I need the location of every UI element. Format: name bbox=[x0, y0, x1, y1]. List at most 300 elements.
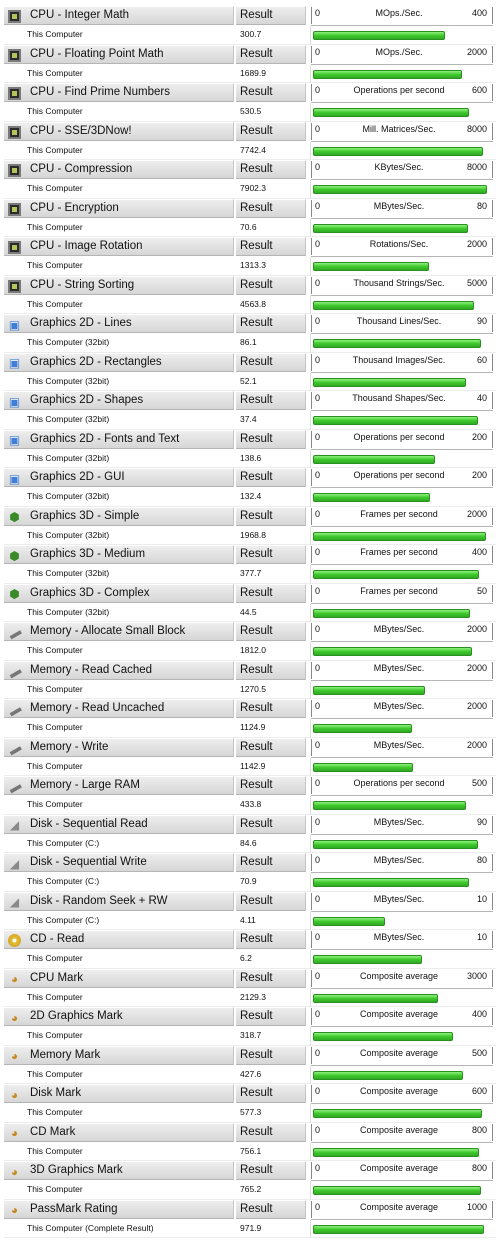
test-header-row bbox=[0, 353, 500, 373]
scale-min: 0 bbox=[315, 431, 321, 442]
monitor-icon: ▣ bbox=[8, 356, 21, 370]
scale-unit: MBytes/Sec. bbox=[373, 932, 425, 942]
scale-unit: Thousand Shapes/Sec. bbox=[352, 393, 446, 403]
scale-unit: Frames per second bbox=[360, 508, 438, 519]
test-header-row bbox=[0, 83, 500, 103]
test-name: Graphics 2D - Shapes bbox=[30, 394, 144, 406]
result-value: 577.3 bbox=[240, 1107, 262, 1117]
cpu-chip-icon bbox=[8, 10, 21, 23]
cpu-chip-icon bbox=[8, 87, 21, 100]
result-row bbox=[0, 565, 500, 584]
test-name: 3D Graphics Mark bbox=[30, 1164, 123, 1176]
test-name-cell bbox=[4, 1084, 234, 1103]
scale-unit: Composite average bbox=[359, 1124, 439, 1135]
result-value: 2129.3 bbox=[240, 991, 266, 1002]
mark-icon: ◕ bbox=[10, 1164, 19, 1179]
test-name: CPU - Integer Math bbox=[30, 9, 130, 21]
benchmark-test bbox=[0, 661, 500, 700]
result-header: Result bbox=[240, 933, 273, 945]
scale-min: 0 bbox=[315, 162, 321, 172]
result-bar bbox=[313, 31, 445, 40]
result-bar bbox=[313, 955, 422, 964]
monitor-icon: ▣ bbox=[8, 471, 21, 486]
test-header-row bbox=[0, 1084, 500, 1104]
scale-unit: MBytes/Sec. bbox=[373, 662, 425, 673]
computer-label: This Computer bbox=[27, 183, 83, 193]
computer-label: This Computer (C:) bbox=[27, 876, 100, 886]
test-header-row bbox=[0, 930, 500, 950]
result-header-cell bbox=[236, 199, 306, 218]
benchmark-results-table bbox=[0, 6, 500, 1238]
result-bar bbox=[313, 1148, 479, 1157]
computer-label: This Computer (32bit) bbox=[27, 337, 110, 347]
result-value: 70.6 bbox=[240, 221, 257, 232]
result-header-cell bbox=[236, 853, 306, 872]
scale-header bbox=[311, 1161, 493, 1181]
result-header-cell bbox=[236, 969, 306, 988]
result-row bbox=[0, 1181, 500, 1200]
scale-min: 0 bbox=[315, 239, 321, 249]
memory-stick-icon: ▬ bbox=[5, 738, 24, 758]
scale-unit: Composite average bbox=[359, 1047, 439, 1058]
benchmark-test bbox=[0, 314, 500, 353]
result-header: Result bbox=[240, 894, 273, 907]
result-value: 1689.9 bbox=[240, 67, 266, 78]
computer-label: This Computer bbox=[27, 106, 83, 116]
scale-unit: Rotations/Sec. bbox=[369, 239, 429, 249]
result-header-cell bbox=[236, 661, 306, 680]
result-value: 971.9 bbox=[240, 1222, 262, 1233]
test-name: 2D Graphics Mark bbox=[30, 1010, 123, 1022]
test-header-row bbox=[0, 661, 500, 681]
scale-max: 600 bbox=[471, 1086, 487, 1096]
benchmark-test bbox=[0, 930, 500, 969]
result-value: 132.4 bbox=[240, 491, 262, 501]
test-name: Graphics 2D - Lines bbox=[30, 317, 132, 329]
result-bar bbox=[313, 1032, 453, 1041]
memory-stick-icon: ▬ bbox=[5, 623, 24, 642]
result-header: Result bbox=[240, 740, 273, 753]
test-name: CD - Read bbox=[30, 933, 85, 945]
result-header: Result bbox=[240, 509, 273, 522]
scale-max: 200 bbox=[471, 431, 487, 442]
result-row bbox=[0, 334, 500, 353]
test-header-row bbox=[0, 738, 500, 758]
result-header: Result bbox=[240, 317, 273, 329]
test-header-row bbox=[0, 160, 500, 180]
scale-min: 0 bbox=[315, 816, 321, 827]
test-header-row bbox=[0, 314, 500, 334]
scale-header bbox=[311, 276, 493, 296]
mark-icon: ◕ bbox=[10, 1087, 19, 1102]
computer-label: This Computer bbox=[27, 799, 83, 809]
scale-unit: Operations per second bbox=[353, 470, 445, 480]
scale-min: 0 bbox=[315, 932, 321, 942]
scale-min: 0 bbox=[315, 200, 321, 211]
result-bar bbox=[313, 1186, 481, 1195]
hard-disk-icon: ◢ bbox=[9, 856, 20, 871]
result-header-cell bbox=[236, 391, 306, 410]
result-header-cell bbox=[236, 1123, 306, 1142]
benchmark-test bbox=[0, 83, 500, 122]
result-row bbox=[0, 950, 500, 969]
result-header: Result bbox=[240, 163, 273, 175]
cpu-chip-icon bbox=[8, 49, 21, 62]
memory-stick-icon: ▬ bbox=[5, 700, 24, 719]
column-divider bbox=[310, 103, 311, 122]
result-row bbox=[0, 219, 500, 238]
scale-unit: Thousand Images/Sec. bbox=[352, 354, 446, 365]
result-bar bbox=[313, 185, 487, 194]
computer-label: This Computer (C:) bbox=[27, 837, 100, 848]
scale-unit: Composite average bbox=[359, 1009, 439, 1019]
result-header: Result bbox=[240, 779, 273, 791]
scale-max: 8000 bbox=[466, 123, 487, 134]
result-header-cell bbox=[236, 507, 306, 526]
test-name-cell bbox=[4, 545, 234, 564]
column-divider bbox=[310, 257, 311, 276]
result-row bbox=[0, 835, 500, 854]
result-header-cell bbox=[236, 160, 306, 179]
column-divider bbox=[310, 1181, 311, 1200]
mark-icon: ◕ bbox=[10, 1049, 19, 1063]
result-value: 44.5 bbox=[240, 606, 257, 617]
hard-disk-icon: ◢ bbox=[9, 895, 20, 909]
benchmark-test bbox=[0, 276, 500, 315]
column-divider bbox=[310, 219, 311, 238]
benchmark-test bbox=[0, 1084, 500, 1123]
scale-header bbox=[311, 237, 493, 257]
column-divider bbox=[310, 758, 311, 777]
scale-unit: Composite average bbox=[359, 1163, 439, 1173]
scale-header bbox=[311, 776, 493, 796]
benchmark-test bbox=[0, 622, 500, 661]
benchmark-test bbox=[0, 776, 500, 815]
column-divider bbox=[310, 719, 311, 738]
result-header: Result bbox=[240, 9, 273, 21]
scale-unit: Operations per second bbox=[353, 431, 445, 442]
cube-3d-icon: ⬢ bbox=[9, 548, 20, 563]
column-divider bbox=[310, 296, 311, 315]
scale-min: 0 bbox=[315, 970, 321, 981]
result-header: Result bbox=[240, 1048, 273, 1061]
cd-disc-icon bbox=[8, 934, 21, 947]
scale-min: 0 bbox=[315, 662, 321, 673]
scale-header bbox=[311, 353, 493, 373]
scale-unit: MBytes/Sec. bbox=[373, 624, 425, 634]
scale-unit: Frames per second bbox=[360, 547, 438, 557]
computer-label: This Computer bbox=[27, 1107, 83, 1117]
cpu-chip-icon bbox=[8, 126, 21, 139]
computer-label: This Computer (32bit) bbox=[27, 375, 110, 386]
result-row bbox=[0, 989, 500, 1008]
result-header-cell bbox=[236, 545, 306, 564]
benchmark-test bbox=[0, 1046, 500, 1085]
scale-header bbox=[311, 1084, 493, 1104]
mark-icon: ◕ bbox=[10, 1126, 19, 1140]
column-divider bbox=[310, 835, 311, 854]
benchmark-test bbox=[0, 160, 500, 199]
computer-label: This Computer (32bit) bbox=[27, 452, 110, 463]
scale-max: 2000 bbox=[466, 239, 487, 249]
result-value: 1270.5 bbox=[240, 683, 266, 694]
scale-max: 400 bbox=[471, 8, 487, 18]
test-name: CPU - Floating Point Math bbox=[30, 47, 164, 60]
result-header: Result bbox=[240, 240, 273, 252]
result-bar bbox=[313, 840, 478, 849]
scale-unit: MOps./Sec. bbox=[375, 46, 423, 57]
scale-max: 600 bbox=[471, 85, 487, 95]
scale-min: 0 bbox=[315, 1124, 321, 1135]
result-header: Result bbox=[240, 432, 273, 445]
scale-max: 2000 bbox=[466, 662, 487, 673]
test-header-row bbox=[0, 45, 500, 65]
result-header: Result bbox=[240, 625, 273, 637]
scale-header bbox=[311, 930, 493, 950]
scale-max: 1000 bbox=[466, 1201, 487, 1212]
result-value: 756.1 bbox=[240, 1145, 262, 1156]
column-divider bbox=[310, 488, 311, 507]
result-bar bbox=[313, 262, 429, 271]
result-value: 1812.0 bbox=[240, 645, 266, 655]
column-divider bbox=[310, 142, 311, 161]
test-name: Graphics 3D - Complex bbox=[30, 586, 150, 599]
scale-max: 500 bbox=[471, 1047, 487, 1058]
scale-max: 80 bbox=[476, 200, 487, 211]
column-divider bbox=[310, 411, 311, 430]
test-name: Disk Mark bbox=[30, 1087, 82, 1099]
result-row bbox=[0, 103, 500, 122]
result-header: Result bbox=[240, 124, 273, 137]
result-header: Result bbox=[240, 471, 273, 483]
column-divider bbox=[310, 912, 311, 931]
test-name-cell bbox=[4, 892, 234, 911]
scale-unit: KBytes/Sec. bbox=[374, 162, 424, 172]
scale-unit: Composite average bbox=[359, 1086, 439, 1096]
result-header: Result bbox=[240, 47, 273, 60]
scale-min: 0 bbox=[315, 855, 321, 865]
scale-max: 800 bbox=[471, 1124, 487, 1135]
computer-label: This Computer bbox=[27, 144, 83, 155]
scale-max: 5000 bbox=[466, 277, 487, 288]
result-header: Result bbox=[240, 1202, 273, 1215]
test-name-cell bbox=[4, 661, 234, 680]
result-row bbox=[0, 450, 500, 469]
test-name-cell bbox=[4, 969, 234, 988]
scale-max: 500 bbox=[471, 778, 487, 788]
test-name: CPU Mark bbox=[30, 971, 84, 984]
result-row bbox=[0, 758, 500, 777]
result-bar bbox=[313, 801, 466, 810]
row-divider bbox=[4, 1237, 496, 1238]
scale-header bbox=[311, 545, 493, 565]
test-name: CPU - Find Prime Numbers bbox=[30, 86, 170, 98]
test-name: Memory - Read Cached bbox=[30, 663, 153, 676]
result-value: 377.7 bbox=[240, 568, 262, 578]
result-row bbox=[0, 796, 500, 815]
test-header-row bbox=[0, 430, 500, 450]
column-divider bbox=[310, 873, 311, 892]
scale-max: 10 bbox=[476, 932, 487, 942]
computer-label: This Computer bbox=[27, 953, 83, 963]
test-name-cell bbox=[4, 699, 234, 718]
column-divider bbox=[310, 1027, 311, 1046]
result-row bbox=[0, 296, 500, 315]
monitor-icon: ▣ bbox=[8, 394, 21, 409]
benchmark-test bbox=[0, 353, 500, 392]
test-name-cell bbox=[4, 45, 234, 64]
result-row bbox=[0, 65, 500, 84]
result-value: 6.2 bbox=[240, 953, 252, 963]
test-name-cell bbox=[4, 507, 234, 526]
test-header-row bbox=[0, 1007, 500, 1027]
result-value: 300.7 bbox=[240, 29, 262, 39]
scale-unit: Composite average bbox=[359, 1201, 439, 1212]
result-value: 7902.3 bbox=[240, 183, 266, 193]
result-row bbox=[0, 26, 500, 45]
computer-label: This Computer bbox=[27, 760, 83, 771]
benchmark-test bbox=[0, 122, 500, 161]
benchmark-test bbox=[0, 1007, 500, 1046]
result-header-cell bbox=[236, 237, 306, 256]
result-bar bbox=[313, 724, 412, 733]
benchmark-test bbox=[0, 545, 500, 584]
scale-min: 0 bbox=[315, 778, 321, 788]
result-row bbox=[0, 604, 500, 623]
result-row bbox=[0, 527, 500, 546]
result-bar bbox=[313, 378, 466, 387]
benchmark-test bbox=[0, 507, 500, 546]
benchmark-test bbox=[0, 969, 500, 1008]
cpu-chip-icon bbox=[8, 164, 21, 177]
test-name-cell bbox=[4, 1007, 234, 1026]
scale-unit: Thousand Lines/Sec. bbox=[356, 316, 442, 326]
scale-max: 2000 bbox=[466, 508, 487, 519]
result-bar bbox=[313, 609, 470, 618]
scale-max: 800 bbox=[471, 1163, 487, 1173]
result-row bbox=[0, 257, 500, 276]
computer-label: This Computer bbox=[27, 29, 83, 39]
computer-label: This Computer (C:) bbox=[27, 914, 100, 925]
mark-icon: ◕ bbox=[10, 972, 19, 986]
scale-header bbox=[311, 661, 493, 681]
test-header-row bbox=[0, 545, 500, 565]
scale-max: 2000 bbox=[466, 46, 487, 57]
test-name-cell bbox=[4, 314, 234, 333]
test-header-row bbox=[0, 892, 500, 912]
result-bar bbox=[313, 493, 430, 502]
test-name-cell bbox=[4, 122, 234, 141]
test-name-cell bbox=[4, 6, 234, 25]
test-name-cell bbox=[4, 1161, 234, 1180]
scale-unit: Operations per second bbox=[353, 778, 445, 788]
test-header-row bbox=[0, 776, 500, 796]
result-header-cell bbox=[236, 430, 306, 449]
computer-label: This Computer (Complete Result) bbox=[27, 1222, 154, 1233]
test-name: CPU - Encryption bbox=[30, 201, 119, 214]
result-header: Result bbox=[240, 1010, 273, 1022]
result-bar bbox=[313, 301, 474, 310]
benchmark-test bbox=[0, 430, 500, 469]
computer-label: This Computer bbox=[27, 298, 83, 309]
result-header: Result bbox=[240, 1164, 273, 1176]
computer-label: This Computer bbox=[27, 645, 83, 655]
scale-min: 0 bbox=[315, 1009, 321, 1019]
computer-label: This Computer bbox=[27, 991, 83, 1002]
test-header-row bbox=[0, 1123, 500, 1143]
scale-max: 200 bbox=[471, 470, 487, 480]
column-divider bbox=[310, 373, 311, 392]
result-value: 1124.9 bbox=[240, 722, 266, 732]
result-header-cell bbox=[236, 1200, 306, 1219]
cube-3d-icon: ⬢ bbox=[9, 587, 20, 601]
test-name-cell bbox=[4, 237, 234, 256]
result-bar bbox=[313, 532, 486, 541]
test-name-cell bbox=[4, 815, 234, 834]
scale-unit: MBytes/Sec. bbox=[373, 855, 425, 865]
scale-min: 0 bbox=[315, 1201, 321, 1212]
benchmark-test bbox=[0, 468, 500, 507]
scale-max: 10 bbox=[476, 893, 487, 904]
benchmark-test bbox=[0, 199, 500, 238]
result-header: Result bbox=[240, 1087, 273, 1099]
result-value: 70.9 bbox=[240, 876, 257, 886]
result-bar bbox=[313, 878, 469, 887]
scale-header bbox=[311, 314, 493, 334]
scale-header bbox=[311, 199, 493, 219]
scale-header bbox=[311, 1046, 493, 1066]
mark-icon: ◕ bbox=[10, 1203, 19, 1217]
scale-min: 0 bbox=[315, 624, 321, 634]
test-name: Memory - Large RAM bbox=[30, 779, 140, 791]
computer-label: This Computer bbox=[27, 1068, 83, 1079]
result-header-cell bbox=[236, 1046, 306, 1065]
benchmark-test bbox=[0, 892, 500, 931]
result-header-cell bbox=[236, 1084, 306, 1103]
scale-header bbox=[311, 83, 493, 103]
computer-label: This Computer bbox=[27, 683, 83, 694]
result-value: 433.8 bbox=[240, 799, 262, 809]
scale-max: 3000 bbox=[466, 970, 487, 981]
scale-min: 0 bbox=[315, 393, 321, 403]
scale-header bbox=[311, 6, 493, 26]
scale-header bbox=[311, 584, 493, 604]
scale-header bbox=[311, 815, 493, 835]
result-value: 1968.8 bbox=[240, 529, 266, 540]
test-header-row bbox=[0, 969, 500, 989]
memory-stick-icon: ▬ bbox=[5, 661, 24, 681]
test-name: Graphics 2D - Rectangles bbox=[30, 355, 162, 368]
result-value: 1142.9 bbox=[240, 760, 266, 771]
column-divider bbox=[310, 604, 311, 623]
result-header-cell bbox=[236, 892, 306, 911]
test-header-row bbox=[0, 1161, 500, 1181]
test-name: CPU - Image Rotation bbox=[30, 240, 143, 252]
result-header: Result bbox=[240, 1125, 273, 1138]
test-header-row bbox=[0, 468, 500, 488]
memory-stick-icon: ▬ bbox=[5, 777, 24, 796]
test-header-row bbox=[0, 237, 500, 257]
result-bar bbox=[313, 108, 469, 117]
test-header-row bbox=[0, 391, 500, 411]
result-header: Result bbox=[240, 394, 273, 406]
result-row bbox=[0, 1104, 500, 1123]
scale-min: 0 bbox=[315, 585, 321, 596]
scale-max: 90 bbox=[476, 316, 487, 326]
test-name: Graphics 3D - Medium bbox=[30, 548, 146, 560]
scale-header bbox=[311, 430, 493, 450]
test-name-cell bbox=[4, 199, 234, 218]
